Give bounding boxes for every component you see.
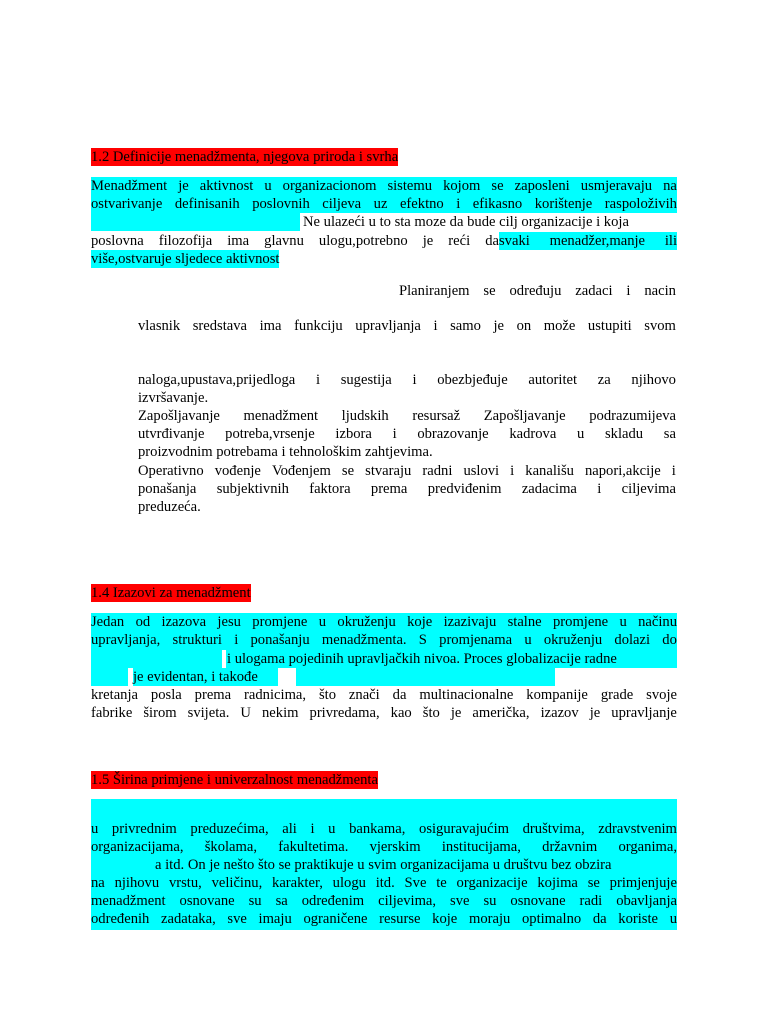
word: U (240, 705, 251, 721)
word: Operativno (138, 463, 204, 479)
word: kao (390, 705, 412, 721)
word: ponašanja (138, 481, 197, 497)
paragraph-1-4-line-3: i ulogama pojedinih upravljačkih nivoa. Proces globalizacije radne (227, 651, 617, 667)
word: Menadžment (91, 178, 168, 194)
word: grade (600, 687, 634, 703)
word: ponašanju (250, 632, 310, 648)
word: ciljevima, (378, 893, 437, 909)
orders-line-2: izvršavanje. (138, 390, 209, 406)
word: sredstava (192, 318, 248, 334)
orders-line-1 (138, 371, 676, 389)
word: u (91, 821, 99, 837)
word: i (315, 372, 320, 388)
word: načinu (638, 614, 677, 630)
word: utvrđivanje (138, 426, 205, 442)
word: u (328, 821, 336, 837)
word: na (91, 875, 105, 891)
word: se (341, 463, 355, 479)
planning-line (399, 282, 676, 300)
word: i (510, 463, 515, 479)
word: potreba,vrsenje (225, 426, 315, 442)
word: aktivnost (199, 178, 254, 194)
word: on (516, 318, 532, 334)
word: su (483, 893, 497, 909)
word: širom (143, 705, 177, 721)
word: Planiranjem (399, 283, 470, 299)
paragraph-1-5-line-3: a itd. On je nešto što se praktikuje u svim organizacijama u društvu bez obzira (155, 857, 612, 873)
heading-1-2: 1.2 Definicije menadžmenta, njegova priroda i svrha (91, 149, 399, 165)
word: ljudskih (341, 408, 389, 424)
word: optimalno (521, 911, 582, 927)
word: organizacijama, (91, 839, 184, 855)
word: moraju (468, 911, 511, 927)
word: vjerskim (369, 839, 421, 855)
word: osnovane (179, 893, 235, 909)
word: okruženju (337, 614, 396, 630)
word: izazivaju (443, 614, 497, 630)
paragraph-1-5-line-2 (91, 838, 677, 856)
word: sugestija (340, 372, 392, 388)
word: je (450, 705, 462, 721)
word: određenim (301, 893, 365, 909)
word: strukturi (172, 632, 222, 648)
word: promjenama (439, 632, 513, 648)
paragraph-1-2-line-3: Ne ulazeći u to sta moze da bude cilj organizacije i koja (303, 214, 629, 230)
word: Jedan (91, 614, 125, 630)
word: prema (194, 687, 232, 703)
word: ograničene (303, 911, 368, 927)
word: kretanja (91, 687, 138, 703)
word: Vođenjem (271, 463, 331, 479)
owner-line (138, 317, 676, 335)
word: efektno (399, 196, 444, 212)
word: osnovane (510, 893, 566, 909)
word: kojima (537, 875, 578, 891)
paragraph-1-5-line-1 (91, 820, 677, 838)
word: imaju (258, 911, 292, 927)
word: da (592, 911, 607, 927)
word: faktora (309, 481, 351, 497)
word: što (318, 687, 336, 703)
word: Sve (404, 875, 427, 891)
word: da (392, 687, 407, 703)
word: predviđenim (427, 481, 502, 497)
white-gap-block-1 (222, 650, 226, 668)
word: u (669, 911, 677, 927)
word: obrazovanje (417, 426, 489, 442)
heading-1-4: 1.4 Izazovi za menadžment (91, 585, 251, 601)
word: multinacionalne (419, 687, 514, 703)
word: obezbjeđuje (437, 372, 508, 388)
word: fabrike (91, 705, 133, 721)
word: upravljanja, (91, 632, 161, 648)
word: efikasno (472, 196, 523, 212)
word: što (422, 705, 440, 721)
word: stvaraju (365, 463, 412, 479)
word: ima (259, 318, 282, 334)
word: i (392, 426, 397, 442)
word: uz (373, 196, 388, 212)
word: ulogu (332, 875, 366, 891)
word: jesu (217, 614, 241, 630)
word: znači (348, 687, 380, 703)
word: institucijama, (441, 839, 521, 855)
paragraph-1-5-line-5 (91, 892, 677, 910)
word: skladu (605, 426, 644, 442)
word: vođenje (214, 463, 261, 479)
word: organima, (618, 839, 677, 855)
word: te (436, 875, 447, 891)
word: radi (579, 893, 603, 909)
word: njihovu (114, 875, 160, 891)
word: karakter, (272, 875, 323, 891)
word: se (483, 283, 496, 299)
word: funkciju (294, 318, 343, 334)
word: kojom (443, 178, 481, 194)
word: su (248, 893, 262, 909)
word: kanališu (525, 463, 574, 479)
word: sve (450, 893, 470, 909)
word: može (543, 318, 576, 334)
word: američka, (472, 705, 530, 721)
word: korištenje (534, 196, 593, 212)
paragraph-1-4-line-4: je evidentan, i takođe (133, 669, 258, 685)
word: ciljeva (322, 196, 362, 212)
word: resurse (379, 911, 421, 927)
paragraph-1-4-line-2 (91, 631, 677, 649)
word: privrednim (111, 821, 177, 837)
word: kompanije (526, 687, 588, 703)
word: sa (663, 426, 676, 442)
word: promjene (252, 614, 308, 630)
paragraph-1-2-line-4-highlight: svaki menadžer,manje ili (499, 233, 677, 249)
word: državnim (542, 839, 598, 855)
word: Zapošljavanje (138, 408, 220, 424)
word: napori,akcije (584, 463, 661, 479)
heading-1-5: 1.5 Širina primjene i univerzalnost menadžmenta (91, 772, 378, 788)
word: ostvarivanje (91, 196, 163, 212)
word: u (264, 178, 272, 194)
word: organizacije (456, 875, 528, 891)
word: kadrova (509, 426, 557, 442)
paragraph-1-4-line-5 (91, 686, 677, 704)
word: i (433, 318, 438, 334)
word: sistemu (387, 178, 433, 194)
word: zdravstvenim (598, 821, 677, 837)
word: upravljanja (355, 318, 421, 334)
paragraph-1-2-line-2 (91, 195, 677, 213)
word: samo (450, 318, 481, 334)
employment-line-2 (138, 425, 676, 443)
word: se (491, 178, 504, 194)
word: bankama, (349, 821, 406, 837)
word: izbora (335, 426, 372, 442)
paragraph-1-2-line-1 (91, 177, 677, 195)
employment-line-3: proizvodnim potrebama i tehnološkim zahtjevima. (138, 444, 433, 460)
word: fakultetima. (278, 839, 349, 855)
paragraph-1-5-line-4 (91, 874, 677, 892)
word: njihovo (631, 372, 676, 388)
word: zadacima (521, 481, 577, 497)
word: subjektivnih (216, 481, 289, 497)
word: izazov (540, 705, 579, 721)
word: svijeta. (187, 705, 230, 721)
word: i (234, 632, 239, 648)
word: nekim (262, 705, 299, 721)
word: i (456, 196, 461, 212)
word: promjene (552, 614, 609, 630)
word: vlasnik (138, 318, 181, 334)
word: određenih (91, 911, 150, 927)
white-gap-block-3 (278, 668, 296, 686)
word: vrstu, (168, 875, 202, 891)
word: dolazi (614, 632, 651, 648)
word: prema (370, 481, 408, 497)
word: i (597, 481, 602, 497)
word: Zapošljavanje (483, 408, 566, 424)
word: primjenjuje (609, 875, 677, 891)
word: autoritet (528, 372, 578, 388)
word: organizacionom (282, 178, 377, 194)
word: koriste (618, 911, 659, 927)
word: školama, (204, 839, 258, 855)
word: upravljanje (611, 705, 677, 721)
word: S (418, 632, 427, 648)
word: u (524, 632, 532, 648)
word: koje (432, 911, 458, 927)
word: izazova (161, 614, 207, 630)
word: radni (422, 463, 453, 479)
word: sa (275, 893, 288, 909)
word: naloga,upustava,prijedloga (138, 372, 296, 388)
word: ustupiti (587, 318, 632, 334)
word: zadaci (575, 283, 613, 299)
word: podrazumijeva (589, 408, 676, 424)
paragraph-1-4-line-6 (91, 704, 677, 722)
word: svom (644, 318, 676, 334)
cyan-highlight-block-2 (91, 213, 300, 231)
word: u (619, 614, 627, 630)
word: je (493, 318, 505, 334)
word: u (577, 426, 585, 442)
word: uslovi (463, 463, 500, 479)
paragraph-1-4-line-1 (91, 613, 677, 631)
word: do (662, 632, 677, 648)
word: određuju (509, 283, 562, 299)
word: resursaž (412, 408, 461, 424)
word: i (310, 821, 315, 837)
word: na (663, 178, 677, 194)
word: ciljevima (621, 481, 676, 497)
word: usmjeravaju (580, 178, 653, 194)
word: svoje (646, 687, 677, 703)
word: osiguravajućim (419, 821, 509, 837)
word: veličinu, (211, 875, 263, 891)
paragraph-1-2-line-4-plain: poslovna filozofija ima glavnu ulogu,potrebno je reći da (91, 233, 499, 249)
paragraph-1-2-line-5: više,ostvaruje sljedece aktivnost (91, 251, 280, 267)
word: privredama, (309, 705, 380, 721)
word: definisanih (174, 196, 240, 212)
word: ali (282, 821, 297, 837)
word: zadataka, (161, 911, 216, 927)
paragraph-1-5-line-6 (91, 910, 677, 928)
word: okruženju (543, 632, 603, 648)
word: obavljanja (616, 893, 677, 909)
word: je (589, 705, 601, 721)
word: za (597, 372, 611, 388)
word: u (318, 614, 327, 630)
word: poslovnih (252, 196, 310, 212)
word: društvima, (522, 821, 585, 837)
word: i (671, 463, 676, 479)
word: se (587, 875, 600, 891)
word: posla (150, 687, 182, 703)
word: raspoloživih (604, 196, 677, 212)
word: preduzećima, (190, 821, 269, 837)
word: koje (407, 614, 433, 630)
word: zaposleni (514, 178, 570, 194)
operative-line-1 (138, 462, 676, 480)
word: od (135, 614, 151, 630)
word: i (626, 283, 631, 299)
operative-line-2 (138, 480, 676, 498)
word: menadžment (91, 893, 166, 909)
word: nacin (644, 283, 676, 299)
word: menadžment (243, 408, 319, 424)
word: menadžmenta. (321, 632, 407, 648)
word: stalne (507, 614, 542, 630)
word: i (412, 372, 417, 388)
word: je (178, 178, 189, 194)
word: itd. (375, 875, 395, 891)
word: sve (227, 911, 247, 927)
operative-line-3: preduzeća. (138, 499, 201, 515)
word: radnicima, (244, 687, 307, 703)
employment-line-1 (138, 407, 676, 425)
